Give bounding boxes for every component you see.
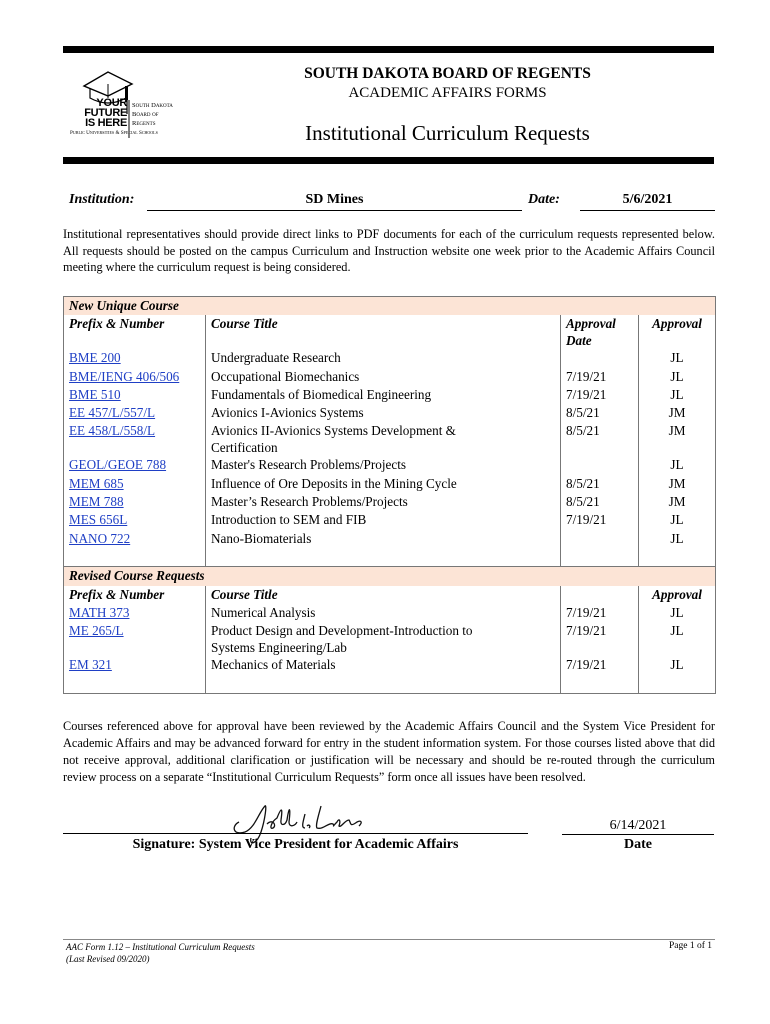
course-title: Introduction to SEM and FIB [206, 511, 561, 529]
approval-initials: JL [639, 622, 716, 656]
course-title: Product Design and Development-Introduction to Systems Engineering/Lab [206, 622, 561, 656]
column-header-row [64, 586, 716, 604]
approval-date [561, 349, 639, 367]
approval-initials: JL [639, 368, 716, 386]
signature-date-value: 6/14/2021 [609, 818, 667, 833]
table-row [64, 656, 716, 674]
course-link[interactable]: BME 510 [69, 386, 121, 402]
approval-initials: JM [639, 404, 716, 422]
approval-initials: JL [639, 349, 716, 367]
table-row [64, 368, 716, 386]
course-link[interactable]: MEM 788 [69, 494, 124, 510]
approval-date: 7/19/21 [561, 368, 639, 386]
new-course-section-title: New Unique Course [64, 297, 716, 316]
approval-initials: JL [639, 456, 716, 474]
footer-form-id: AAC Form 1.12 – Institutional Curriculum Requests (Last Revised 09/2020) [66, 942, 255, 964]
col-title-header: Course Title [206, 586, 561, 604]
empty-row [64, 548, 716, 567]
date-underline [580, 210, 715, 211]
dept-name: ACADEMIC AFFAIRS FORMS [348, 85, 547, 101]
signature-line [63, 833, 528, 834]
logo-wordmark: YOUR FUTURE IS HERE [84, 97, 127, 129]
approval-initials: JM [639, 422, 716, 456]
approval-date [561, 456, 639, 474]
institution-label: Institution: [69, 192, 135, 207]
table-row [64, 456, 716, 474]
org-name: SOUTH DAKOTA BOARD OF REGENTS [304, 65, 591, 82]
course-link[interactable]: NANO 722 [69, 530, 131, 546]
approval-initials: JM [639, 475, 716, 493]
col-prefix-header: Prefix & Number [64, 586, 206, 604]
approval-date: 8/5/21 [561, 404, 639, 422]
table-row [64, 493, 716, 511]
approval-initials: JL [639, 511, 716, 529]
logo-board-text: South Dakota Board of Regents [132, 102, 173, 127]
revised-course-section-title: Revised Course Requests [64, 567, 716, 586]
institution-underline [147, 210, 522, 211]
col-approval-date-header: Approval Date [561, 315, 639, 349]
course-link[interactable]: GEOL/GEOE 788 [69, 457, 167, 473]
table-row [64, 604, 716, 622]
course-link[interactable]: ME 265/L [69, 623, 124, 639]
header-rule [63, 157, 714, 164]
course-link[interactable]: EM 321 [69, 657, 112, 673]
new-course-table [63, 296, 716, 694]
signature-date-label: Date [624, 837, 652, 852]
approval-initials: JL [639, 530, 716, 548]
approval-initials: JM [639, 493, 716, 511]
course-title: Master’s Research Problems/Projects [206, 493, 561, 511]
course-title: Master's Research Problems/Projects [206, 456, 561, 474]
course-title: Fundamentals of Biomedical Engineering [206, 386, 561, 404]
table-row [64, 386, 716, 404]
signature-date-line [562, 834, 714, 835]
approval-date: 7/19/21 [561, 622, 639, 656]
table-row [64, 475, 716, 493]
approval-initials: JL [639, 604, 716, 622]
empty-row [64, 674, 716, 693]
footer-page-number: Page 1 of 1 [668, 941, 712, 951]
section-header-row [64, 567, 716, 586]
table-row [64, 349, 716, 367]
top-rule [63, 46, 714, 53]
course-title: Avionics I-Avionics Systems [206, 404, 561, 422]
footer-rule [63, 939, 715, 940]
section-header-row [64, 297, 716, 316]
approval-date: 7/19/21 [561, 656, 639, 674]
table-row [64, 422, 716, 456]
signature-label: Signature: System Vice President for Academic Affairs [132, 837, 459, 852]
col-approval-header: Approval [639, 315, 716, 349]
table-row [64, 622, 716, 656]
institution-value: SD Mines [305, 192, 364, 207]
course-title: Nano-Biomaterials [206, 530, 561, 548]
intro-paragraph: Institutional representatives should provide direct links to PDF documents for each of the curriculum requests represented below. All requests should be posted on the campus Curriculum and Instruction website one week prior to the Academic Affairs Council meeting where the curriculum request is being considered. [63, 227, 715, 274]
approval-date: 7/19/21 [561, 386, 639, 404]
course-link[interactable]: BME/IENG 406/506 [69, 368, 180, 384]
course-link[interactable]: EE 457/L/557/L [69, 405, 156, 421]
form-title: Institutional Curriculum Requests [305, 121, 590, 145]
approval-date: 8/5/21 [561, 422, 639, 456]
course-link[interactable]: EE 458/L/558/L [69, 423, 156, 439]
logo-tagline: Public Universities & Special Schools [70, 130, 158, 136]
col-approval-header: Approval [639, 586, 716, 604]
approval-date [561, 530, 639, 548]
table-row [64, 404, 716, 422]
course-link[interactable]: MES 656L [69, 512, 128, 528]
approval-date: 7/19/21 [561, 604, 639, 622]
course-link[interactable]: MEM 685 [69, 475, 124, 491]
table-row [64, 511, 716, 529]
course-title: Numerical Analysis [206, 604, 561, 622]
column-header-row [64, 315, 716, 349]
approval-initials: JL [639, 386, 716, 404]
col-prefix-header: Prefix & Number [64, 315, 206, 349]
course-title: Mechanics of Materials [206, 656, 561, 674]
table-row [64, 530, 716, 548]
col-title-header: Course Title [206, 315, 561, 349]
course-title: Influence of Ore Deposits in the Mining Cycle [206, 475, 561, 493]
course-title: Occupational Biomechanics [206, 368, 561, 386]
approval-note-paragraph: Courses referenced above for approval have been reviewed by the Academic Affairs Council and the System Vice President for Academic Affairs and may be advanced forward for entry in the student information system. For those courses listed above that did not receive approval, additional clarification or justification will be necessary and should be re-routed through the curriculum review process on a separate “Institutional Curriculum Requests” form once all issues have been resolved. [63, 719, 715, 784]
approval-initials: JL [639, 656, 716, 674]
course-link[interactable]: MATH 373 [69, 604, 130, 620]
sdbor-logo [70, 68, 180, 140]
date-label: Date: [528, 192, 560, 207]
approval-date: 8/5/21 [561, 475, 639, 493]
approval-date: 7/19/21 [561, 511, 639, 529]
course-link[interactable]: BME 200 [69, 350, 121, 366]
course-title: Undergraduate Research [206, 349, 561, 367]
date-value: 5/6/2021 [622, 192, 673, 207]
approval-date: 8/5/21 [561, 493, 639, 511]
course-title: Avionics II-Avionics Systems Development & Certification [206, 422, 561, 456]
